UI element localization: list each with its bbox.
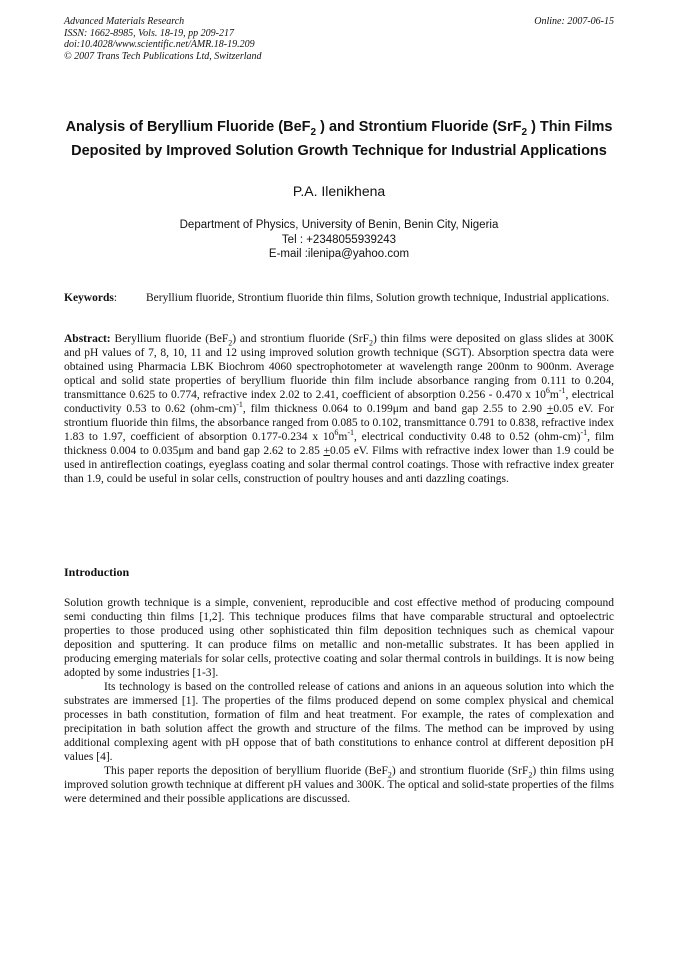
copyright-line: © 2007 Trans Tech Publications Ltd, Switzerland bbox=[64, 50, 262, 62]
abstract-text: 0.05 eV. Films with refractive index lower than 1.9 could be used in antireflection coatings, eyeglass coating and solar thermal control coatings. Those with refractive index greater than 1.9, could be useful in solar cells, construction of poultry houses and anti dazzling coatings. bbox=[64, 445, 614, 485]
keywords-colon: : bbox=[113, 292, 118, 304]
issn-line: ISSN: 1662-8985, Vols. 18-19, pp 209-217 bbox=[64, 27, 234, 39]
subscript: 2 bbox=[387, 770, 392, 780]
superscript: -1 bbox=[558, 386, 566, 396]
online-date: Online: 2007-06-15 bbox=[534, 16, 614, 27]
title-subscript-1: 2 bbox=[310, 126, 317, 138]
paragraph: Its technology is based on the controlled release of cations and anions in an aqueous solution into which the substrates are immersed [1]. The properties of the films produced depend on some complex physical and chemical processes in bath constitution, formation of film and heat treatment. For example, the rates of complexation and precipitation in bath solution affect the growth and structure of the films. The method can be improved by using additional complexing agent with pH oppose that of bath constitutions to enhance control at different deposition pH values [4]. bbox=[64, 681, 614, 763]
plus-minus-sign: + bbox=[323, 445, 330, 457]
abstract-text: , electrical conductivity 0.48 to 0.52 (ohm-cm) bbox=[354, 431, 581, 443]
abstract-text: Beryllium fluoride (BeF bbox=[110, 333, 229, 345]
abstract-text: , electrical conductivity 0.53 to 0.62 (ohm-cm) bbox=[64, 389, 614, 415]
title-text-2: ) and Strontium Fluoride (SrF bbox=[316, 119, 522, 135]
introduction-body bbox=[64, 596, 614, 806]
keywords-label-text: Keywords bbox=[64, 292, 114, 304]
doi-line: doi:10.4028/www.scientific.net/AMR.18-19.209 bbox=[64, 39, 255, 50]
plus-minus-sign: + bbox=[546, 403, 554, 415]
affiliation bbox=[64, 218, 614, 262]
superscript: 6 bbox=[545, 386, 550, 396]
keywords-label bbox=[64, 292, 117, 304]
introduction-heading: Introduction bbox=[64, 565, 130, 579]
abstract-text: ) thin films were deposited on glass slides at 300K and pH values of 7, 8, 10, 11 and 12 using improved solution growth technique (SGT). Absorption spectra data were obtained using Pharmacia LBK Biochrom 4060 spectrophotometer at wavelength range 200nm to 900nm. Average optical and solid state properties of beryllium fluoride thin film include absorbance ranging from 0.111 to 0.204, transmittance 0.625 to 0.774, refractive index 2.02 to 2.41, coefficient of absorption 0.256 - 0.470 x 10 bbox=[64, 333, 614, 401]
abstract-text: 0.05 eV. For strontium fluoride thin films, the absorbance ranged from 0.085 to 0.102, transmittance 0.791 to 0.838, refractive index 1.83 to 1.97, coefficient of absorption 0.177-0.234 x 10 bbox=[64, 403, 615, 443]
department: Department of Physics, University of Benin, Benin City, Nigeria bbox=[179, 219, 499, 231]
title-text-1: Analysis of Beryllium Fluoride (BeF bbox=[65, 119, 311, 135]
superscript: -1 bbox=[236, 400, 243, 410]
paper-title bbox=[64, 118, 614, 161]
paragraph: Solution growth technique is a simple, convenient, reproducible and cost effective method of producing compound semi conducting thin films [1,2]. This technique produces films that have comparable structural and optoelectric properties to those produced using other sophisticated thin film deposition techniques such as chemical vapour deposition and sputtering. It can produce films on metallic and non-metallic substrates. It has been applied in producing emerging materials for solar cells, protective coating and solar thermal controls in buildings. It is now being adopted by some industries [1-3]. bbox=[64, 597, 614, 679]
keywords-text: Beryllium fluoride, Strontium fluoride thin films, Solution growth technique, Industrial applications. bbox=[146, 292, 610, 304]
email: E-mail :ilenipa@yahoo.com bbox=[268, 248, 410, 260]
abstract-text: ) and strontium fluoride (SrF bbox=[232, 333, 369, 345]
title-subscript-2: 2 bbox=[521, 126, 528, 138]
subscript: 2 bbox=[369, 338, 373, 348]
paragraph-text: ) thin films using improved solution growth technique at different pH values and 300K. The optical and solid-state properties of the films were determined and their possible applications are discussed. bbox=[64, 765, 615, 805]
superscript: -1 bbox=[347, 428, 354, 438]
publication-info bbox=[64, 16, 262, 62]
telephone: Tel : +2348055939243 bbox=[281, 233, 397, 246]
abstract bbox=[64, 332, 614, 486]
subscript: 2 bbox=[228, 338, 233, 348]
abstract-label: Abstract: bbox=[64, 333, 111, 345]
superscript: 6 bbox=[334, 428, 339, 438]
journal-name: Advanced Materials Research bbox=[64, 16, 185, 27]
abstract-text: , film thickness 0.064 to 0.199μm and band gap 2.55 to 2.90 bbox=[242, 403, 547, 415]
abstract-text: , film thickness 0.004 to 0.035μm and band gap 2.62 to 2.85 bbox=[64, 431, 614, 457]
subscript: 2 bbox=[528, 770, 533, 780]
abstract-text: m bbox=[338, 431, 348, 443]
abstract-text: m bbox=[549, 389, 559, 401]
title-text-3: ) Thin Films Deposited by Improved Solution Growth Technique for Industrial Applications bbox=[71, 119, 613, 159]
paragraph-text: ) and strontium fluoride (SrF bbox=[391, 765, 529, 777]
paragraph bbox=[64, 764, 614, 806]
paragraph-text: This paper reports the deposition of beryllium fluoride (BeF bbox=[104, 765, 388, 777]
author-name: P.A. Ilenikhena bbox=[292, 183, 386, 199]
superscript: -1 bbox=[580, 428, 588, 438]
